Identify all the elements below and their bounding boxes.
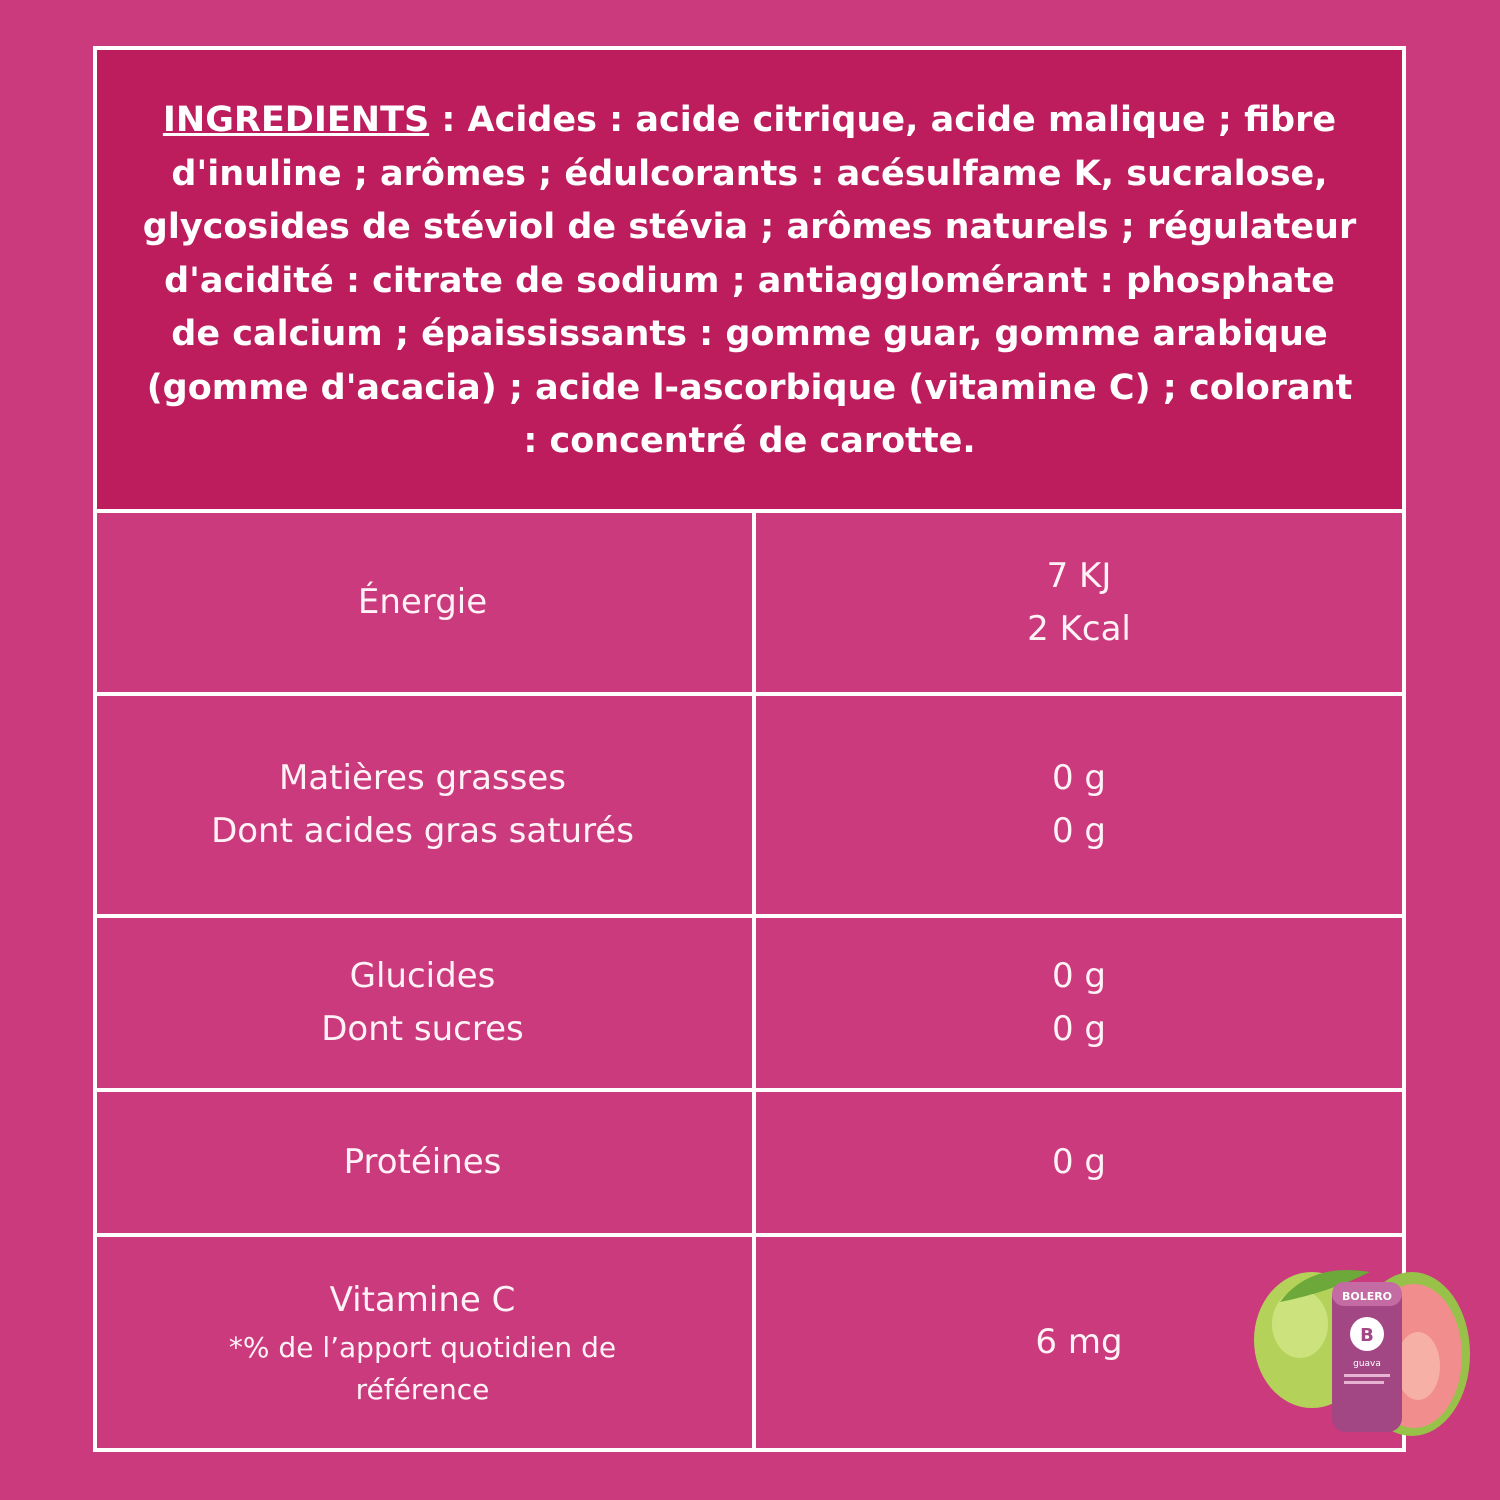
guava-product-image: [1250, 1262, 1470, 1444]
fat-value: 0 g: [1051, 758, 1107, 798]
carbs-label: Glucides: [349, 956, 496, 996]
nutrient-value-cell: [752, 513, 1402, 692]
nutrient-name-cell: [97, 918, 748, 1088]
table-row-protein: [97, 1088, 1402, 1233]
energy-label: Énergie: [357, 582, 488, 622]
nutrient-name-cell: [97, 1237, 748, 1448]
carbs-value: 0 g: [1051, 956, 1107, 996]
energy-kj-value: 7 KJ: [1046, 555, 1112, 596]
nutrient-name-cell: [97, 513, 748, 692]
sugars-value: 0 g: [1051, 1009, 1107, 1049]
table-row-fat: [97, 692, 1402, 914]
saturated-fat-label: Dont acides gras saturés: [211, 811, 634, 851]
nutrient-value-cell: [752, 1092, 1402, 1233]
nutrition-panel: [93, 46, 1406, 1452]
protein-label: Protéines: [343, 1142, 502, 1182]
table-row-vitamin-c: [97, 1233, 1402, 1448]
reference-intake-note: *% de l’apport quotidien de référence: [228, 1331, 617, 1406]
saturated-fat-value: 0 g: [1051, 811, 1107, 851]
nutrient-value-cell: [752, 918, 1402, 1088]
nutrient-name-cell: [97, 696, 748, 914]
flavor-text: guava: [1353, 1359, 1381, 1369]
sugars-label: Dont sucres: [321, 1009, 524, 1049]
table-row-carbs: [97, 914, 1402, 1088]
table-row-energy: [97, 509, 1402, 692]
brand-logo-text: BOLERO: [1341, 1290, 1393, 1303]
vitamin-c-value: 6 mg: [1035, 1322, 1123, 1362]
ingredients-box: [97, 50, 1402, 509]
ingredients-text: : Acides : acide citrique, acide malique ; fibre d'inuline ; arômes ; édulcorants : acésulfame K, sucralose, glycosides de stéviol de stévia ; arômes naturels ; régulateur d'acidité : citrate de sodium ; antiagglomérant : phosphate de calcium ; épaississants : gomme guar, gomme arabique (gomme d'acacia) ; acide l-ascorbique (vitamine C) ; colorant : concentré de carotte.: [142, 100, 1357, 461]
svg-text:B: B: [1360, 1325, 1374, 1346]
energy-kcal-value: 2 Kcal: [1027, 608, 1131, 649]
nutrient-name-cell: [97, 1092, 748, 1233]
ingredients-label: INGREDIENTS: [162, 100, 430, 140]
vitamin-c-label: Vitamine C: [329, 1280, 516, 1320]
nutrient-value-cell: [752, 696, 1402, 914]
fat-label: Matières grasses: [279, 758, 566, 798]
protein-value: 0 g: [1051, 1142, 1107, 1182]
